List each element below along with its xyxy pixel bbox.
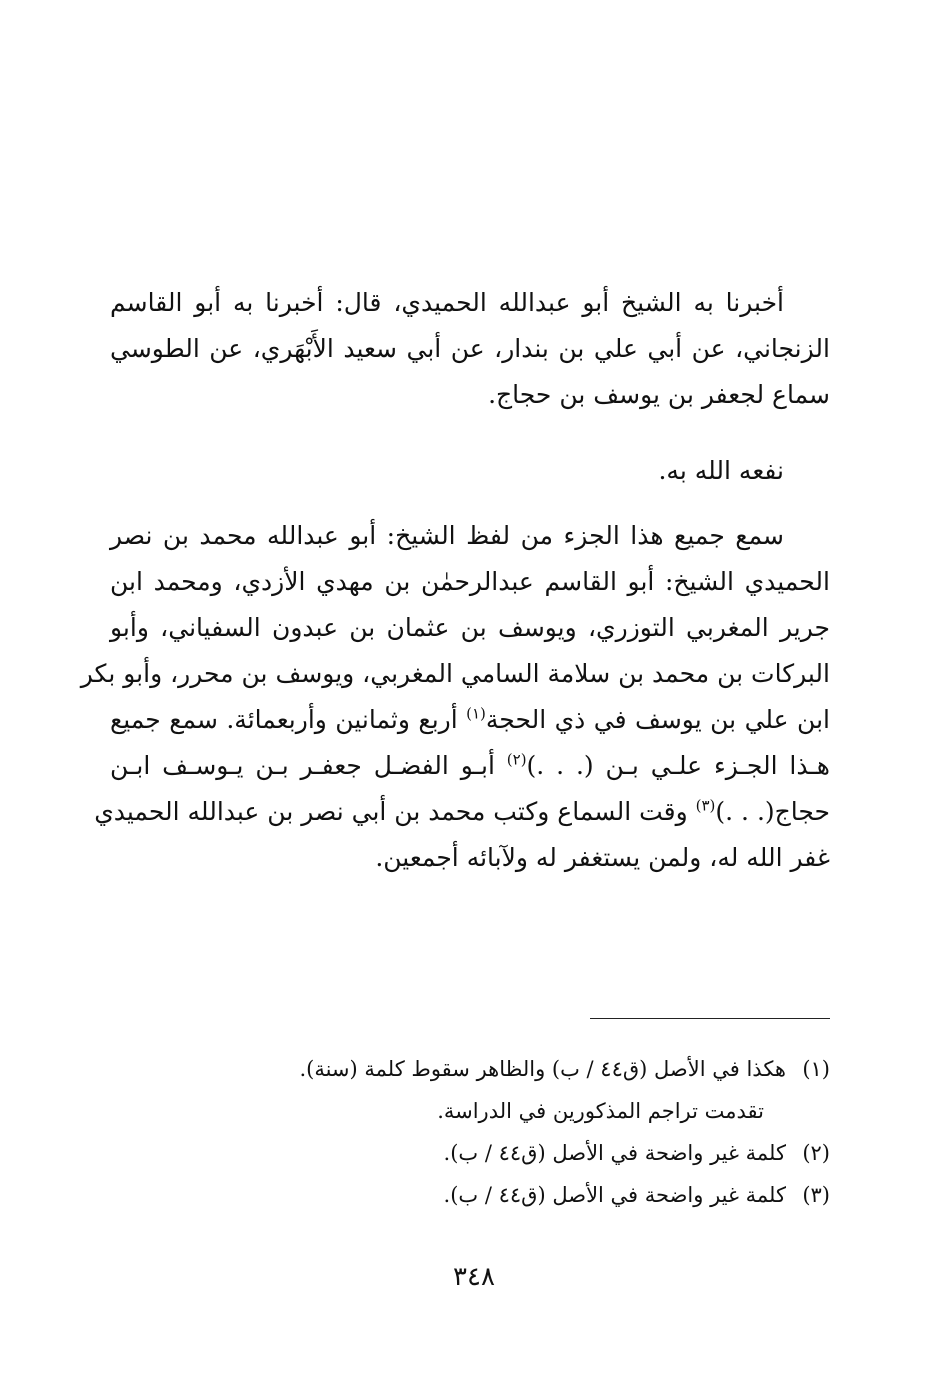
paragraph-line: جرير المغربي التوزري، ويوسف بن عثمان بن عبدون السفياني، وأبو [110, 613, 830, 642]
paragraph-line [110, 743, 830, 789]
line-text: حجاج(. . .) [715, 797, 830, 826]
footnote-number: (١) [802, 1057, 830, 1081]
line-text: أربع وثمانين وأربعمائة. سمع جميع [110, 705, 467, 734]
paragraph-line [110, 697, 830, 743]
paragraph-line: نفعه الله به. [658, 456, 784, 485]
footnotes-list [110, 1048, 830, 1216]
footnote-ref-3: (٣) [695, 796, 716, 815]
paragraph-line: غفر الله له، ولمن يستغفر له ولآبائه أجمعين. [375, 843, 830, 872]
footnote-text: كلمة غير واضحة في الأصل (ق٤٤ / ب). [443, 1183, 786, 1207]
paragraph-audition-record [80, 513, 830, 881]
footnote-continuation [110, 1090, 830, 1132]
footnote-number: (٢) [802, 1141, 830, 1165]
line-text: ابن علي بن يوسف في ذي الحجة [485, 705, 830, 734]
footnote-text: كلمة غير واضحة في الأصل (ق٤٤ / ب). [443, 1141, 786, 1165]
paragraph-line: أخبرنا به الشيخ أبو عبدالله الحميدي، قال: أخبرنا به أبو القاسم [110, 288, 784, 317]
footnote-item [110, 1048, 830, 1090]
page-number: ٣٤٨ [453, 1262, 495, 1292]
paragraph-line: سمع جميع هذا الجزء من لفظ الشيخ: أبو عبدالله محمد بن نصر [110, 521, 784, 550]
paragraph-line: الحميدي الشيخ: أبو القاسم عبدالرحمٰن بن مهدي الأزدي، ومحمد ابن [110, 567, 830, 596]
footnote-ref-1: (١) [466, 704, 486, 723]
paragraph-line: الزنجاني، عن أبي علي بن بندار، عن أبي سعيد الأَبْهَري، عن الطوسي [110, 334, 830, 363]
footnote-number: (٣) [802, 1183, 830, 1207]
line-text: أبـو الفضـل جعفـر بـن يـوسـف ابـن [110, 751, 507, 780]
line-text: هـذا الجـزء علـي بـن (. . .) [526, 751, 830, 780]
paragraph-line [94, 789, 830, 835]
paragraph-chain-of-transmission [110, 280, 830, 418]
footnote-text: هكذا في الأصل (ق٤٤ / ب) والظاهر سقوط كلمة (سنة). [299, 1057, 786, 1081]
paragraph-blessing [110, 448, 830, 494]
footnote-ref-2: (٢) [506, 750, 527, 769]
footnote-item [110, 1132, 830, 1174]
footnote-text: تقدمت تراجم المذكورين في الدراسة. [437, 1099, 764, 1123]
paragraph-line: البركات بن محمد بن سلامة السامي المغربي، ويوسف بن محرر، وأبو بكر [80, 659, 830, 688]
paragraph-line: سماع لجعفر بن يوسف بن حجاج. [488, 380, 830, 409]
footnote-divider [590, 1018, 830, 1019]
line-text: وقت السماع وكتب محمد بن أبي نصر بن عبدالله الحميدي [94, 797, 696, 826]
footnote-item [110, 1174, 830, 1216]
